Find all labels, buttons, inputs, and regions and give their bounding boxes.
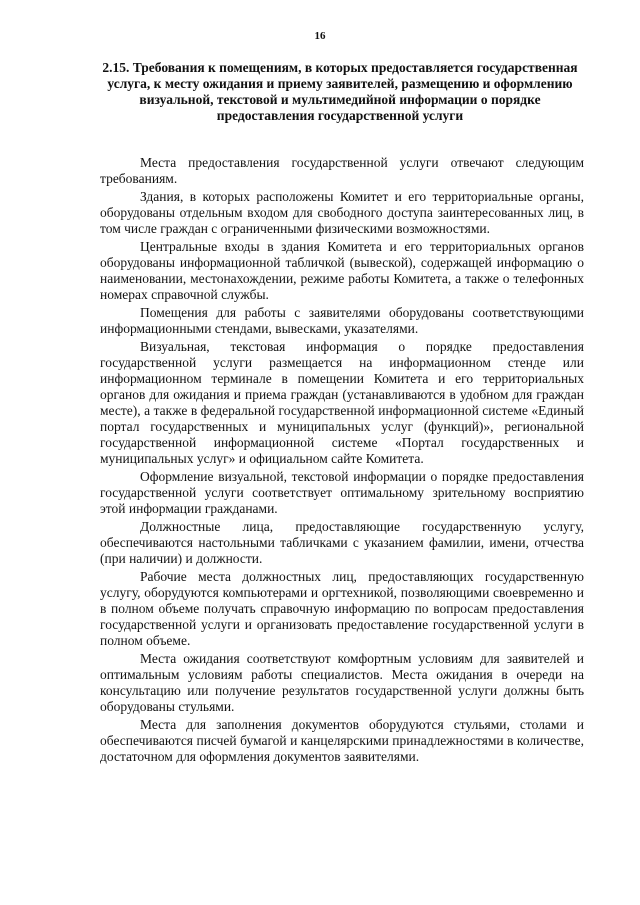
paragraph: Центральные входы в здания Комитета и его территориальных органов оборудованы информационной табличкой (вывеской), содержащей информацию о наименовании, местонахождении, режиме работы Комитета, а также о телефонных номерах справочной службы. — [100, 239, 584, 302]
page-number: 16 — [314, 30, 326, 42]
document-body — [100, 155, 584, 767]
paragraph: Места для заполнения документов оборудуются стульями, столами и обеспечиваются писчей бумагой и канцелярскими принадлежностями в количестве, достаточном для оформления документов заявителями. — [100, 717, 584, 764]
paragraph: Должностные лица, предоставляющие государственную услугу, обеспечиваются настольными табличками с указанием фамилии, имени, отчества (при наличии) и должности. — [100, 519, 584, 566]
paragraph: Визуальная, текстовая информация о порядке предоставления государственной услуги размещается на информационном стенде или информационном терминале в помещении Комитета и его территориальных органов для ожидания и приема граждан (устанавливаются в удобном для граждан месте), а также в федеральной государственной информационной системе «Единый портал государственных и муниципальных услуг (функций)», региональной государственной информационной системе «Портал государственных и муниципальных услуг» и официальном сайте Комитета. — [100, 339, 584, 466]
paragraph: Места предоставления государственной услуги отвечают следующим требованиям. — [100, 155, 584, 186]
paragraph: Рабочие места должностных лиц, предоставляющих государственную услугу, оборудуются компьютерами и оргтехникой, позволяющими своевременно и в полном объеме получать справочную информацию по вопросам предоставления государственной услуги и организовать предоставление государственной услуги в полном объеме. — [100, 569, 584, 648]
section-heading: 2.15. Требования к помещениям, в которых предоставляется государственная услуга, к месту ожидания и приему заявителей, размещению и оформлению визуальной, текстовой и мультимедийной информации о порядке предоставления государственной услуги — [102, 60, 578, 123]
paragraph: Помещения для работы с заявителями оборудованы соответствующими информационными стендами, вывесками, указателями. — [100, 305, 584, 336]
paragraph: Места ожидания соответствуют комфортным условиям для заявителей и оптимальным условиям работы специалистов. Места ожидания в очереди на консультацию или получение результатов государственной услуги должны быть оборудованы стульями. — [100, 651, 584, 714]
paragraph: Здания, в которых расположены Комитет и его территориальные органы, оборудованы отдельным входом для свободного доступа заинтересованных лиц, в том числе граждан с ограниченными физическими возможностями. — [100, 189, 584, 236]
paragraph: Оформление визуальной, текстовой информации о порядке предоставления государственной услуги соответствует оптимальному зрительному восприятию этой информации гражданами. — [100, 469, 584, 516]
